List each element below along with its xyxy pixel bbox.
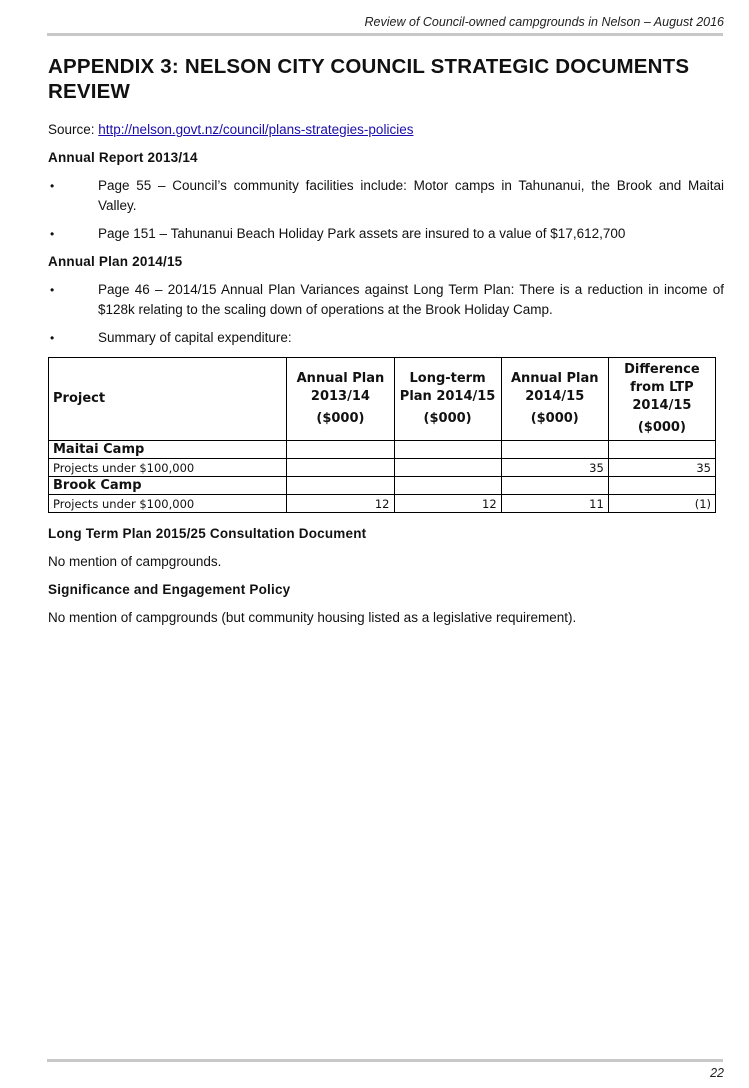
table-group-row bbox=[49, 477, 716, 495]
bullet-icon: • bbox=[50, 283, 55, 297]
table-cell bbox=[287, 459, 394, 477]
table-cell: Brook Camp bbox=[49, 477, 287, 495]
header-rule bbox=[47, 33, 723, 36]
source-label: Source: bbox=[48, 122, 99, 137]
table-cell bbox=[394, 477, 501, 495]
bullet-icon: • bbox=[50, 331, 55, 345]
table-row bbox=[49, 459, 716, 477]
annual-report-heading: Annual Report 2013/14 bbox=[48, 150, 198, 165]
list-item bbox=[48, 280, 724, 320]
table-header-row bbox=[49, 358, 716, 441]
column-header: Long-term Plan 2014/15 ($000) bbox=[394, 358, 501, 441]
table-cell: Projects under $100,000 bbox=[49, 459, 287, 477]
list-item-text: Page 46 – 2014/15 Annual Plan Variances against Long Term Plan: There is a reduction in income of $128k relating to the scaling down of operations at the Brook Holiday Camp. bbox=[98, 282, 724, 317]
table-row bbox=[49, 495, 716, 513]
sep-text: No mention of campgrounds (but community housing listed as a legislative requirement). bbox=[48, 610, 577, 625]
annual-plan-list bbox=[48, 280, 724, 348]
table-cell: Projects under $100,000 bbox=[49, 495, 287, 513]
table-cell bbox=[394, 441, 501, 459]
column-header: Annual Plan 2014/15 ($000) bbox=[501, 358, 608, 441]
ltp-heading: Long Term Plan 2015/25 Consultation Document bbox=[48, 526, 367, 541]
page-number: 22 bbox=[710, 1066, 724, 1080]
list-item bbox=[48, 224, 724, 244]
capital-expenditure-table bbox=[48, 357, 716, 513]
annual-plan-heading: Annual Plan 2014/15 bbox=[48, 254, 183, 269]
sep-heading: Significance and Engagement Policy bbox=[48, 582, 291, 597]
list-item-text: Page 55 – Council’s community facilities include: Motor camps in Tahunanui, the Brook and Maitai Valley. bbox=[98, 178, 724, 213]
running-header: Review of Council-owned campgrounds in Nelson – August 2016 bbox=[364, 15, 724, 29]
table-cell bbox=[608, 441, 715, 459]
bullet-icon: • bbox=[50, 179, 55, 193]
table-cell bbox=[287, 441, 394, 459]
table-cell: Maitai Camp bbox=[49, 441, 287, 459]
list-item-text: Summary of capital expenditure: bbox=[98, 330, 292, 345]
table-cell: 12 bbox=[394, 495, 501, 513]
list-item-text: Page 151 – Tahunanui Beach Holiday Park assets are insured to a value of $17,612,700 bbox=[98, 226, 626, 241]
table-cell bbox=[394, 459, 501, 477]
table-cell: 35 bbox=[501, 459, 608, 477]
bullet-icon: • bbox=[50, 227, 55, 241]
table-group-row bbox=[49, 441, 716, 459]
table-cell: 11 bbox=[501, 495, 608, 513]
page-title: APPENDIX 3: NELSON CITY COUNCIL STRATEGIC DOCUMENTS REVIEW bbox=[48, 55, 690, 103]
column-header: Project bbox=[49, 358, 287, 441]
table-cell: 12 bbox=[287, 495, 394, 513]
table-cell: (1) bbox=[608, 495, 715, 513]
table-cell bbox=[501, 477, 608, 495]
source-link[interactable]: http://nelson.govt.nz/council/plans-strategies-policies bbox=[98, 122, 414, 137]
footer-rule bbox=[47, 1059, 723, 1062]
source-line bbox=[48, 120, 724, 140]
table-cell bbox=[501, 441, 608, 459]
list-item bbox=[48, 176, 724, 216]
table-cell bbox=[608, 477, 715, 495]
list-item bbox=[48, 328, 724, 348]
table-cell: 35 bbox=[608, 459, 715, 477]
column-header: Difference from LTP 2014/15 ($000) bbox=[608, 358, 715, 441]
page-content bbox=[48, 54, 724, 628]
column-header: Annual Plan 2013/14 ($000) bbox=[287, 358, 394, 441]
ltp-text: No mention of campgrounds. bbox=[48, 554, 222, 569]
annual-report-list bbox=[48, 176, 724, 244]
table-cell bbox=[287, 477, 394, 495]
